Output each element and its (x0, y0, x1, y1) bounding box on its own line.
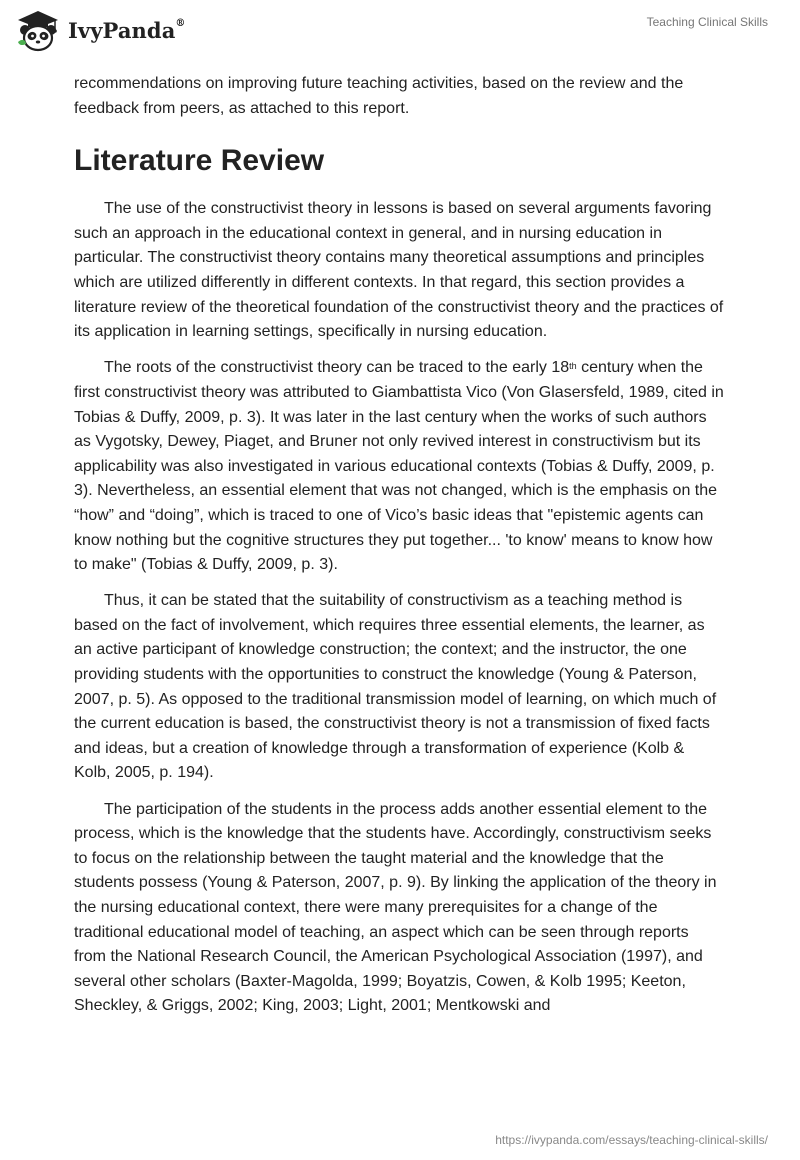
paragraph-2-text-b: century when the first constructivist theory was attributed to Giambattista Vico (Von Glasersfeld, 1989, cited in Tobias & Duffy, 2009, p. 3). It was later in the last century when the works of such authors as Vygotsky, Dewey, Piaget, and Bruner not only revived interest in constructivism but its applicability was also investigated in various educational contexts (Tobias & Duffy, 2009, p. 3). Nevertheless, an essential element that was not changed, which is the emphasis on the “how” and “doing”, which is traced to one of Vico’s basic ideas that "epistemic agents can know nothing but the cognitive structures they put together... 'to know' means to know how to make" (Tobias & Duffy, 2009, p. 3). (74, 359, 724, 574)
paragraph-2 (74, 356, 724, 577)
section-heading: Literature Review (74, 144, 325, 178)
paragraph-1: The use of the constructivist theory in lessons is based on several arguments favoring such an approach in the educational context in general, and in nursing education in particular. The constructivist theory contains many theoretical assumptions and principles which are utilized differently in different contexts. In that regard, this section provides a literature review of the theoretical foundation of the constructivist theory and the practices of its application in learning settings, specifically in nursing education. (74, 200, 724, 341)
logo-wordmark: IvyPanda® (68, 17, 186, 43)
page-header (0, 0, 800, 70)
panda-graduate-icon (14, 8, 62, 52)
paragraph-3: Thus, it can be stated that the suitability of constructivism as a teaching method is based on the fact of involvement, which requires three essential elements, the learner, as an active participant of knowledge construction; the context; and the instructor, the one providing students with the opportunities to construct the knowledge (Young & Paterson, 2007, p. 5). As opposed to the traditional transmission model of learning, on which much of the current education is based, the constructivist theory is not a transmission of fixed facts and ideas, but a creation of knowledge through a transformation of experience (Kolb & Kolb, 2005, p. 194). (74, 592, 717, 782)
ivypanda-logo[interactable] (14, 8, 186, 52)
ordinal-superscript: th (569, 361, 577, 372)
source-url-link[interactable]: https://ivypanda.com/essays/teaching-clinical-skills/ (495, 1133, 768, 1147)
running-title: Teaching Clinical Skills (646, 15, 768, 29)
document-body (74, 72, 724, 1031)
paragraph-4: The participation of the students in the process adds another essential element to the process, which is the knowledge that the students have. Accordingly, constructivism seeks to focus on the relationship between the taught material and the knowledge that the students possess (Young & Paterson, 2007, p. 9). By linking the application of the theory in the nursing educational context, there were many prerequisites for a change of the traditional educational model of teaching, an aspect which can be seen through reports from the National Research Council, the American Psychological Association (1997), and several other scholars (Baxter-Magolda, 1999; Boyatzis, Cowen, & Kolb 1995; Keeton, Sheckley, & Griggs, 2002; King, 2003; Light, 2001; Mentkowski and (74, 800, 717, 1015)
intro-continuation-paragraph: recommendations on improving future teaching activities, based on the review and the feedback from peers, as attached to this report. (74, 75, 684, 117)
registered-mark: ® (175, 17, 186, 29)
paragraph-2-text-a: The roots of the constructivist theory can be traced to the early 18 (104, 359, 570, 377)
